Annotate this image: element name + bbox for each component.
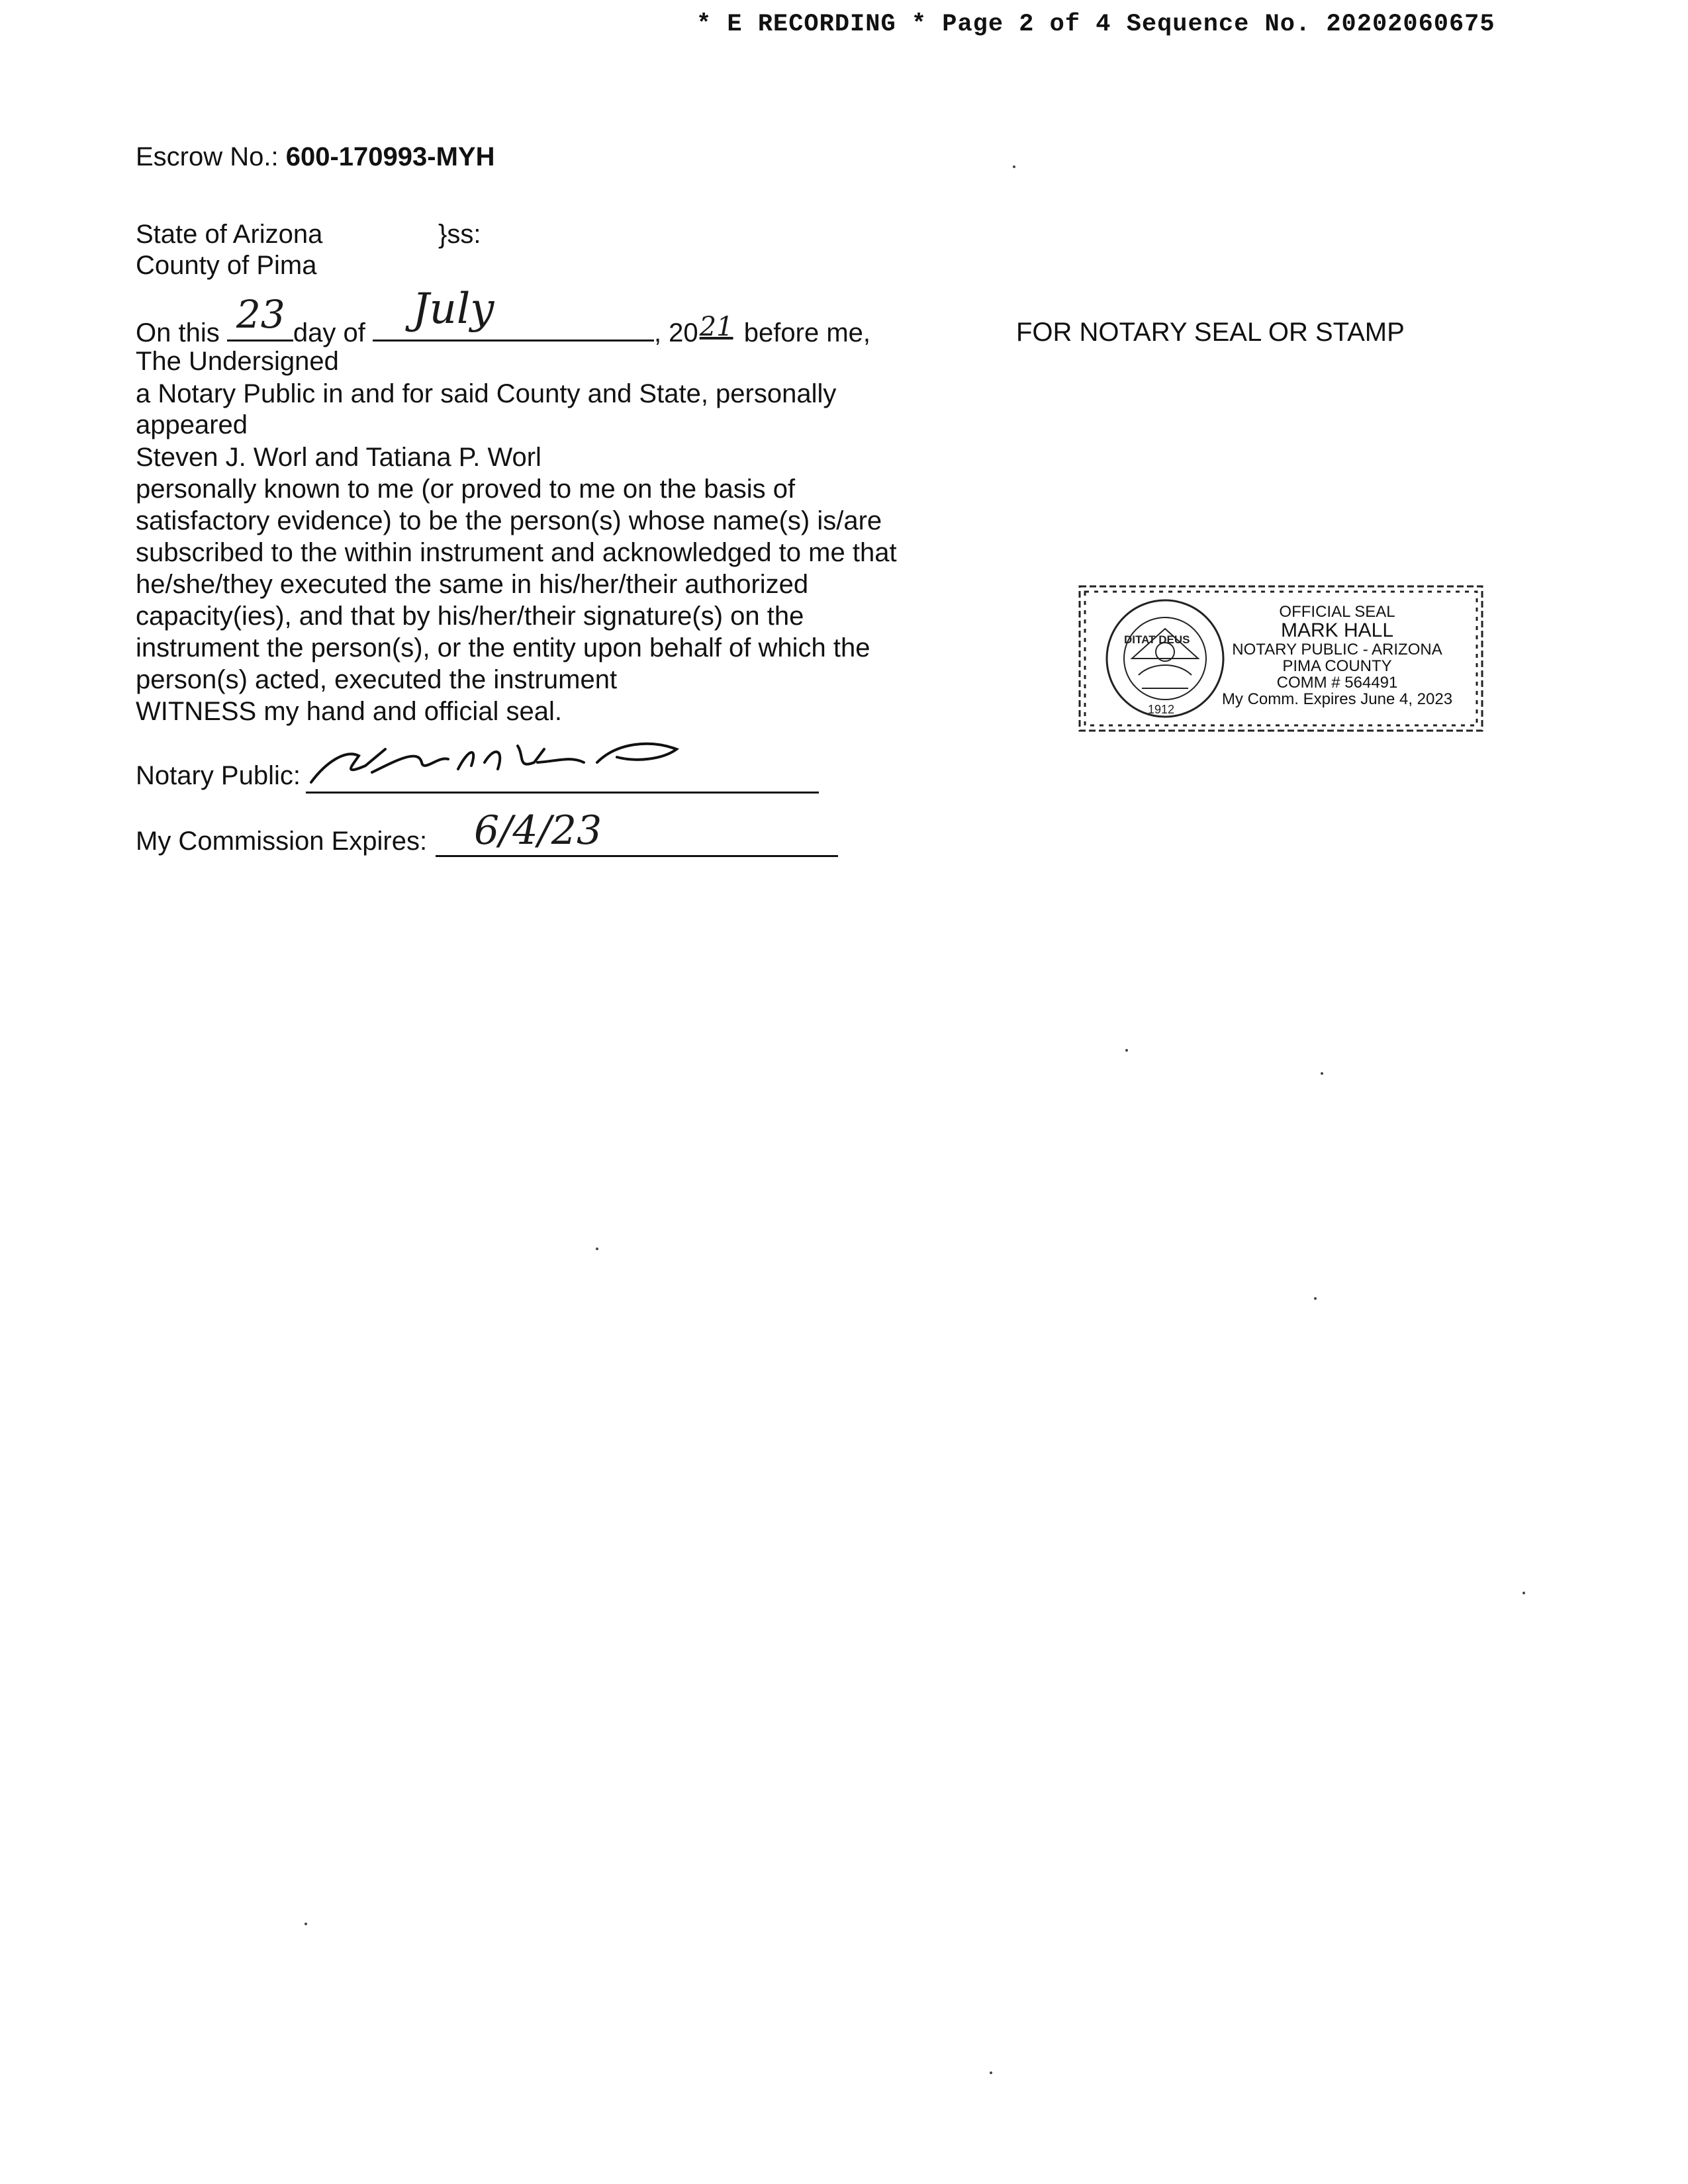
year-blank	[698, 312, 737, 342]
year-prefix: , 20	[653, 318, 698, 347]
acknowledgment-line: subscribed to the within instrument and acknowledged to me that	[136, 538, 897, 567]
commission-label: My Commission Expires:	[136, 827, 428, 856]
acknowledgment-line: satisfactory evidence) to be the person(s) whose name(s) is/are	[136, 506, 882, 535]
stamp-expires: My Comm. Expires June 4, 2023	[1221, 690, 1453, 708]
escrow-label: Escrow No.:	[136, 142, 279, 171]
acknowledgment-line: personally known to me (or proved to me on the basis of	[136, 475, 796, 504]
acknowledgment-line: instrument the person(s), or the entity upon behalf of which the	[136, 633, 870, 662]
commission-line	[436, 807, 838, 857]
acknowledgment-line: capacity(ies), and that by his/her/their signature(s) on the	[136, 602, 804, 631]
scan-speck	[1523, 1592, 1525, 1594]
stamp-county: PIMA COUNTY	[1282, 657, 1392, 675]
acknowledgment-line: a Notary Public in and for said County and State, personally	[136, 379, 837, 408]
scan-speck	[1314, 1297, 1317, 1300]
recording-header: * E RECORDING * Page 2 of 4 Sequence No. 20202060675	[696, 11, 1495, 38]
day-handwritten: 23	[236, 292, 285, 337]
acknowledgment-line: person(s) acted, executed the instrument	[136, 665, 618, 694]
acknowledgment-line: appeared	[136, 410, 248, 439]
escrow-number: 600-170993-MYH	[285, 142, 495, 171]
signers-names: Steven J. Worl and Tatiana P. Worl	[136, 443, 541, 472]
acknowledgment-line: he/she/they executed the same in his/her/their authorized	[136, 570, 809, 599]
month-blank	[373, 285, 654, 341]
year-handwritten: 21	[699, 312, 733, 342]
scan-speck	[305, 1923, 307, 1925]
day-blank	[227, 292, 293, 341]
officer-name: The Undersigned	[136, 347, 339, 376]
stamp-title: OFFICIAL SEAL	[1279, 603, 1395, 621]
scan-speck	[990, 2071, 992, 2074]
stamp-notary-name: MARK HALL	[1280, 619, 1394, 641]
witness-line: WITNESS my hand and official seal.	[136, 697, 562, 726]
commission-handwritten: 6/4/23	[474, 807, 602, 854]
month-handwritten: July	[412, 285, 494, 334]
notary-signature	[306, 736, 703, 789]
seal-year: 1912	[1148, 703, 1175, 716]
notary-signature-line	[306, 748, 819, 794]
venue-county: County of Pima	[136, 251, 317, 280]
scan-speck	[596, 1248, 598, 1250]
venue-state: State of Arizona	[136, 220, 323, 249]
scan-speck	[1125, 1049, 1128, 1052]
seal-caption: FOR NOTARY SEAL OR STAMP	[1016, 318, 1405, 347]
stamp-commission: COMM # 564491	[1276, 674, 1398, 692]
day-of-label: day of	[293, 318, 365, 347]
acknowledgment-date-line	[136, 285, 870, 349]
on-this-label: On this	[136, 318, 220, 347]
scan-speck	[1013, 165, 1015, 168]
stamp-text	[1218, 604, 1456, 707]
before-me-label: before me,	[743, 318, 870, 347]
venue-ss: }ss:	[438, 220, 481, 249]
scan-speck	[1321, 1072, 1323, 1075]
escrow-line	[136, 141, 494, 173]
stamp-office: NOTARY PUBLIC - ARIZONA	[1232, 641, 1442, 659]
seal-motto: DITAT DEUS	[1124, 633, 1190, 646]
notary-public-label: Notary Public:	[136, 761, 301, 790]
